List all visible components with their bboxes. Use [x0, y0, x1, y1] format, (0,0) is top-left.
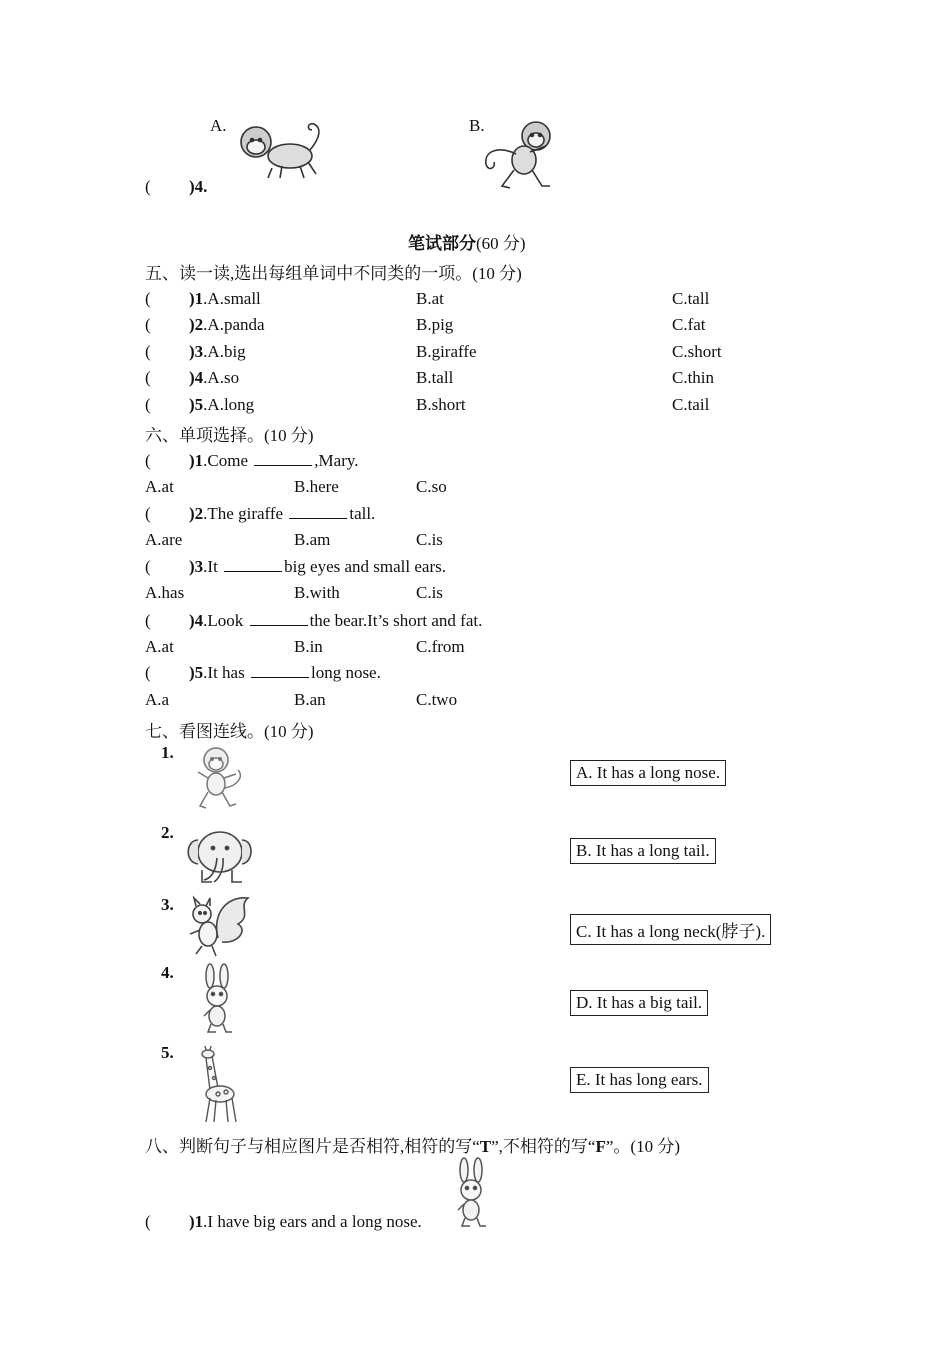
picture-number: 1. [161, 743, 174, 762]
question-text: )2.The giraffe tall. [189, 504, 376, 523]
paren: ( [145, 342, 151, 361]
paren: ( [145, 315, 151, 334]
question-text: )4.Look the bear.It’s short and fat. [189, 611, 483, 630]
option-c: C.so [416, 477, 447, 496]
picture-number: 5. [161, 1043, 174, 1062]
rabbit-icon [196, 964, 240, 1036]
option-b-label: B. [469, 116, 485, 135]
paren: ( [145, 289, 151, 308]
option-c: C.short [672, 342, 722, 361]
item-text: )3.A.big [189, 342, 246, 361]
written-section-title [408, 229, 526, 254]
written-title-score: (60 分) [476, 234, 526, 253]
option-b: B.giraffe [416, 342, 477, 361]
monkey-icon [188, 744, 248, 814]
paren: ( [145, 611, 151, 630]
paren: ( [145, 395, 151, 414]
paren: ( [145, 368, 151, 387]
option-b: B.am [294, 530, 331, 549]
section8-title: 八、判断句子与相应图片是否相符,相符的写“T”,不相符的写“F”。(10 分) [145, 1137, 680, 1156]
item-text: )4.A.so [189, 368, 240, 387]
paren: ( [145, 557, 151, 576]
sentence-box-d[interactable]: D. It has a big tail. [570, 990, 708, 1016]
item-text: )2.A.panda [189, 315, 265, 334]
option-c: C.is [416, 583, 443, 602]
giraffe-icon [196, 1046, 240, 1124]
paren: ( [145, 504, 151, 523]
option-a: A.at [145, 477, 174, 496]
option-b: B.at [416, 289, 444, 308]
option-b: B.an [294, 690, 326, 709]
option-c: C.is [416, 530, 443, 549]
sentence-box-a[interactable]: A. It has a long nose. [570, 760, 726, 786]
monkey-crawling-icon [232, 118, 324, 180]
picture-number: 2. [161, 823, 174, 842]
question-text: )5.It has long nose. [189, 663, 381, 682]
sentence-box-e[interactable]: E. It has long ears. [570, 1067, 709, 1093]
sentence-box-b[interactable]: B. It has a long tail. [570, 838, 716, 864]
answer-blank[interactable] [254, 451, 312, 466]
question-text: )3.It big eyes and small ears. [189, 557, 446, 576]
section7-title: 七、看图连线。(10 分) [145, 722, 314, 741]
paren: ( [145, 451, 151, 470]
paren: ( [145, 1212, 151, 1231]
option-c: C.thin [672, 368, 715, 387]
answer-blank[interactable] [251, 663, 309, 678]
option-c: C.fat [672, 315, 706, 334]
picture-number: 4. [161, 963, 174, 982]
q4-paren: ( [145, 177, 151, 196]
option-a: A.at [145, 637, 174, 656]
option-b: B.short [416, 395, 466, 414]
section5-title: 五、读一读,选出每组单词中不同类的一项。(10 分) [145, 264, 522, 283]
option-c: C.tail [672, 395, 710, 414]
elephant-icon [184, 826, 254, 886]
option-c: C.from [416, 637, 465, 656]
answer-blank[interactable] [224, 557, 282, 572]
squirrel-icon [182, 894, 254, 958]
option-b: B.in [294, 637, 323, 656]
option-c: C.two [416, 690, 458, 709]
option-a: A.has [145, 583, 185, 602]
answer-blank[interactable] [250, 611, 308, 626]
option-a: A.a [145, 690, 170, 709]
option-b: B.here [294, 477, 339, 496]
option-b: B.tall [416, 368, 454, 387]
item-text: )1.A.small [189, 289, 261, 308]
option-c: C.tall [672, 289, 710, 308]
picture-number: 3. [161, 895, 174, 914]
q4-number: )4. [189, 177, 208, 196]
section6-title: 六、单项选择。(10 分) [145, 426, 314, 445]
question-text: )1.Come ,Mary. [189, 451, 359, 470]
option-b: B.pig [416, 315, 454, 334]
question-text: )1.I have big ears and a long nose. [189, 1212, 422, 1231]
paren: ( [145, 663, 151, 682]
item-text: )5.A.long [189, 395, 255, 414]
rabbit-icon [450, 1158, 494, 1230]
option-a: A.are [145, 530, 183, 549]
written-title-bold: 笔试部分 [408, 234, 476, 253]
answer-blank[interactable] [289, 504, 347, 519]
monkey-walking-icon [480, 116, 560, 192]
option-b: B.with [294, 583, 340, 602]
option-a-label: A. [210, 116, 227, 135]
sentence-box-c[interactable]: C. It has a long neck(脖子). [570, 914, 771, 945]
